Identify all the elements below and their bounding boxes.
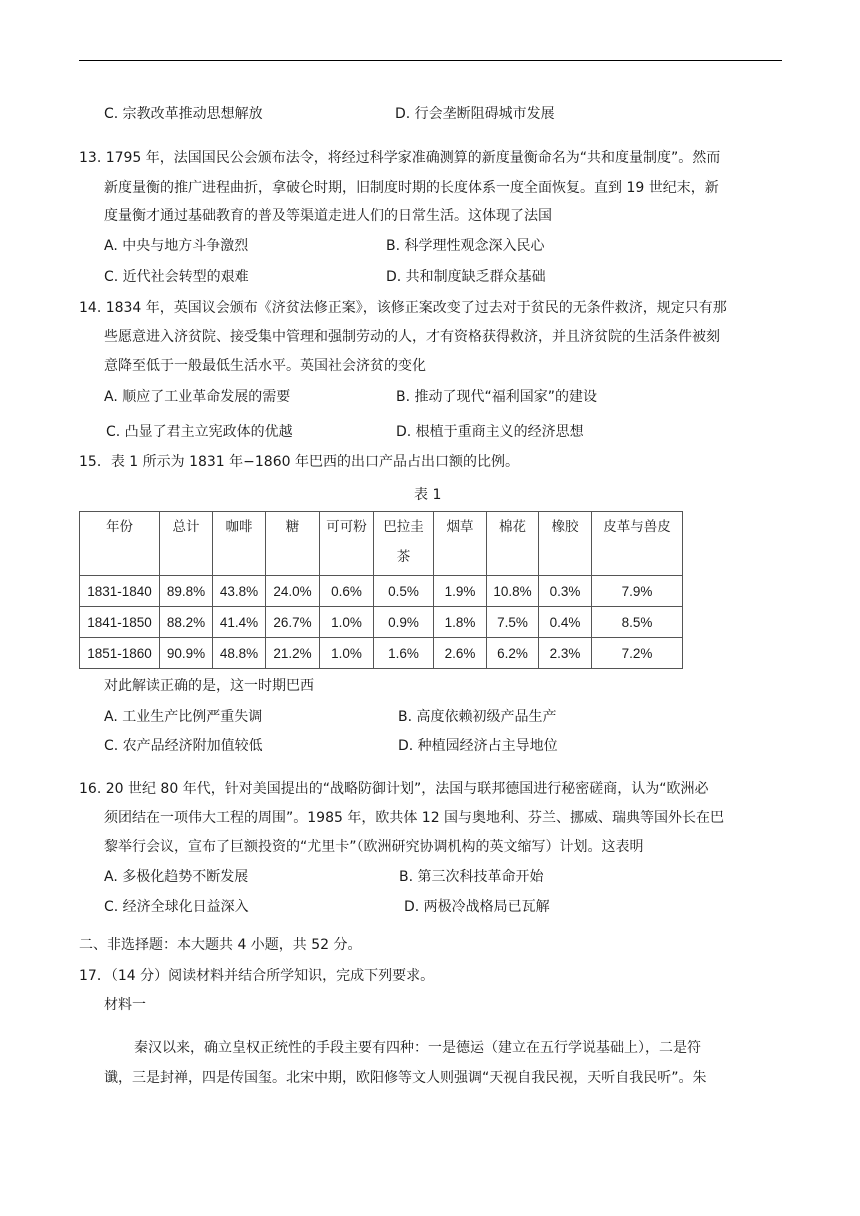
table-cell: 0.3% [539, 576, 592, 607]
q14-stem-line3: 意降至低于一般最低生活水平。英国社会济贫的变化 [104, 358, 426, 374]
header-cell: 巴拉圭茶 [374, 512, 434, 576]
table-cell: 90.9% [160, 638, 213, 669]
header-cell: 可可粉 [320, 512, 374, 576]
table-cell: 21.2% [266, 638, 320, 669]
q16-stem-line2: 须团结在一项伟大工程的周围”。1985 年，欧共体 12 国与奥地利、芬兰、挪威、瑞典等国外长在巴 [104, 810, 725, 826]
q14-stem-line1: 14. 1834 年，英国议会颁布《济贫法修正案》，该修正案改变了过去对于贫民的无条件救济，规定只有那 [79, 300, 727, 316]
q14-stem-line2: 些愿意进入济贫院、接受集中管理和强制劳动的人，才有资格获得救济，并且济贫院的生活条件被刻 [104, 329, 720, 345]
export-share-table [79, 511, 683, 669]
table-cell: 1.6% [374, 638, 434, 669]
table-cell: 26.7% [266, 607, 320, 638]
table-cell: 6.2% [487, 638, 539, 669]
q16-stem-line1: 16. 20 世纪 80 年代，针对美国提出的“战略防御计划”，法国与联邦德国进行秘密磋商，认为“欧洲必 [79, 781, 709, 797]
q13-stem-line2: 新度量衡的推广进程曲折，拿破仑时期，旧制度时期的长度体系一度全面恢复。直到 19 世纪末，新 [104, 180, 719, 196]
table-cell: 24.0% [266, 576, 320, 607]
q15-prompt: 对此解读正确的是，这一时期巴西 [104, 678, 314, 694]
table-cell: 0.9% [374, 607, 434, 638]
q13-stem-line3: 度量衡才通过基础教育的普及等渠道走进人们的日常生活。这体现了法国 [104, 208, 552, 224]
table-cell: 7.9% [592, 576, 683, 607]
table-cell: 41.4% [213, 607, 266, 638]
table-cell: 48.8% [213, 638, 266, 669]
q16-option-b: B. 第三次科技革命开始 [399, 869, 544, 885]
table-cell: 1.8% [434, 607, 487, 638]
table-cell: 0.4% [539, 607, 592, 638]
table-cell: 0.5% [374, 576, 434, 607]
table-cell: 7.5% [487, 607, 539, 638]
header-cell: 总计 [160, 512, 213, 576]
header-rule [79, 60, 782, 61]
material-para-line2: 谶，三是封禅，四是传国玺。北宋中期，欧阳修等文人则强调“天视自我民视，天听自我民听”。朱 [104, 1070, 707, 1086]
q12-option-d: D. 行会垄断阻碍城市发展 [395, 106, 555, 122]
q14-option-a: A. 顺应了工业革命发展的需要 [104, 389, 291, 405]
table-cell: 10.8% [487, 576, 539, 607]
q17-stem-line1: 17．（14 分）阅读材料并结合所学知识，完成下列要求。 [79, 968, 435, 984]
table-cell: 8.5% [592, 607, 683, 638]
q15-stem-line1: 15．表 1 所示为 1831 年−1860 年巴西的出口产品占出口额的比例。 [79, 454, 519, 470]
material-para-line1: 秦汉以来，确立皇权正统性的手段主要有四种：一是德运（建立在五行学说基础上），二是符 [134, 1040, 701, 1056]
q16-stem-line3: 黎举行会议，宣布了巨额投资的“尤里卡”（欧洲研究协调机构的英文缩写）计划。这表明 [104, 839, 644, 855]
table-row [80, 607, 683, 638]
table-header-row [80, 512, 683, 576]
table-cell: 2.3% [539, 638, 592, 669]
q14-option-c: C. 凸显了君主立宪政体的优越 [106, 424, 293, 440]
q13-option-c: C. 近代社会转型的艰难 [104, 269, 249, 285]
table-row [80, 638, 683, 669]
q14-option-d: D. 根植于重商主义的经济思想 [396, 424, 584, 440]
material-label: 材料一 [104, 997, 146, 1013]
q16-option-d: D. 两极冷战格局已瓦解 [404, 899, 550, 915]
q13-option-d: D. 共和制度缺乏群众基础 [386, 269, 546, 285]
header-cell: 咖啡 [213, 512, 266, 576]
header-cell: 皮革与兽皮 [592, 512, 683, 576]
header-cell: 橡胶 [539, 512, 592, 576]
table-cell: 88.2% [160, 607, 213, 638]
table-cell: 1851-1860 [80, 638, 160, 669]
q13-stem-line1: 13. 1795 年，法国国民公会颁布法令，将经过科学家准确测算的新度量衡命名为“共和度量制度”。然而 [79, 150, 721, 166]
q16-option-c: C. 经济全球化日益深入 [104, 899, 249, 915]
table-caption: 表 1 [414, 487, 442, 503]
q13-option-a: A. 中央与地方斗争激烈 [104, 238, 249, 254]
table-cell: 43.8% [213, 576, 266, 607]
q15-option-b: B. 高度依赖初级产品生产 [398, 709, 557, 725]
q12-option-c: C. 宗教改革推动思想解放 [104, 106, 263, 122]
q14-option-b: B. 推动了现代“福利国家”的建设 [396, 389, 598, 405]
table-cell: 2.6% [434, 638, 487, 669]
table-cell: 89.8% [160, 576, 213, 607]
header-cell: 棉花 [487, 512, 539, 576]
table-cell: 1.0% [320, 607, 374, 638]
table-cell: 1.0% [320, 638, 374, 669]
q16-option-a: A. 多极化趋势不断发展 [104, 869, 249, 885]
header-cell: 糖 [266, 512, 320, 576]
header-cell: 年份 [80, 512, 160, 576]
table-cell: 1.9% [434, 576, 487, 607]
table-cell: 1831-1840 [80, 576, 160, 607]
table-cell: 1841-1850 [80, 607, 160, 638]
q15-option-d: D. 种植园经济占主导地位 [398, 738, 558, 754]
header-cell: 烟草 [434, 512, 487, 576]
table-row [80, 576, 683, 607]
q15-option-c: C. 农产品经济附加值较低 [104, 738, 263, 754]
q15-option-a: A. 工业生产比例严重失调 [104, 709, 263, 725]
section2-heading: 二、非选择题：本大题共 4 小题，共 52 分。 [79, 937, 362, 953]
q13-option-b: B. 科学理性观念深入民心 [386, 238, 545, 254]
table-cell: 7.2% [592, 638, 683, 669]
table-cell: 0.6% [320, 576, 374, 607]
